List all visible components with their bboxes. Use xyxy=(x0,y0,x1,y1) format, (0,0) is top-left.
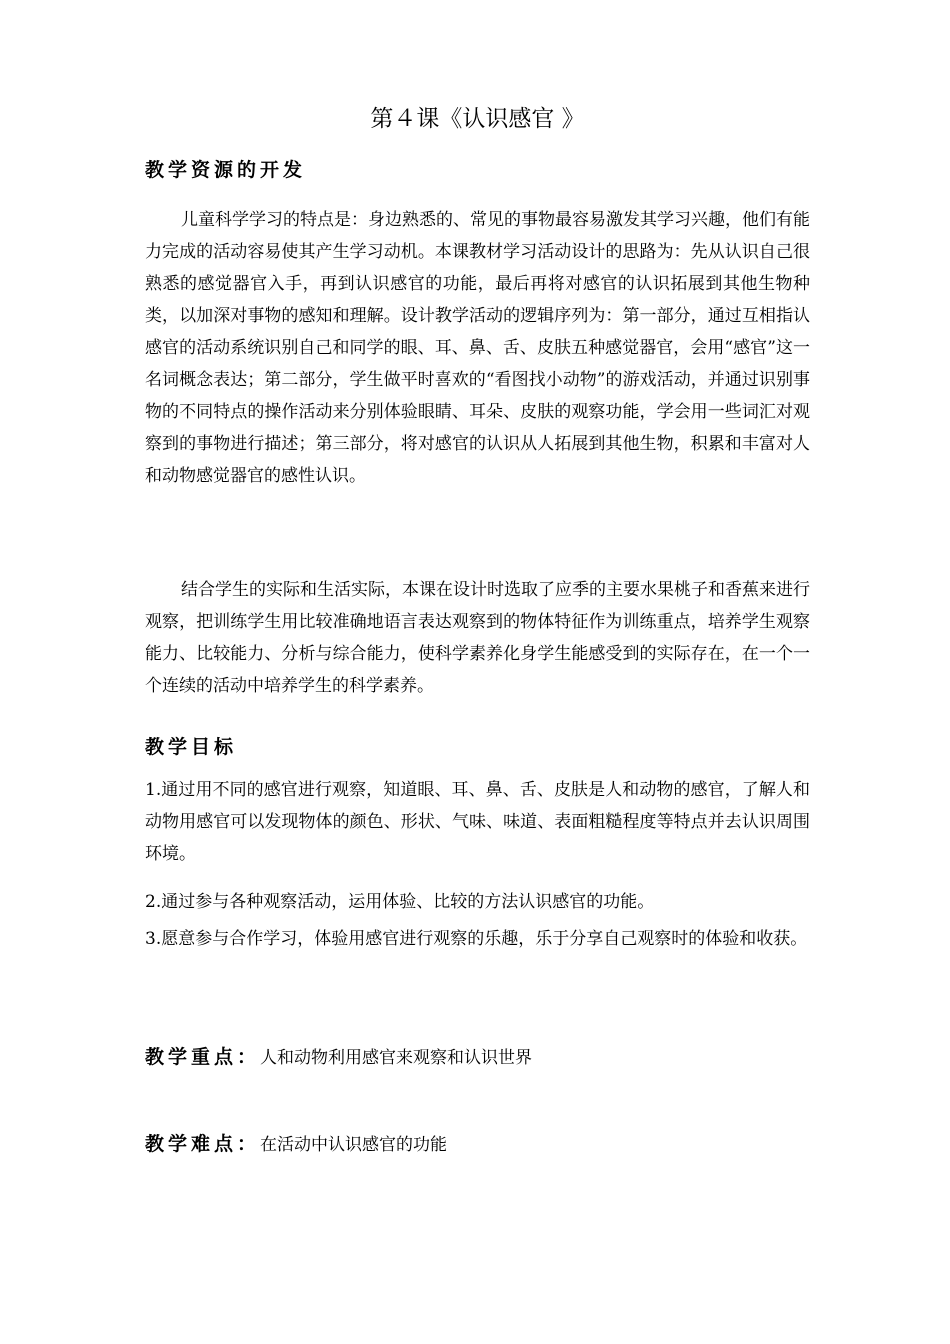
difficult-point-text: 在活动中认识感官的功能 xyxy=(260,1135,448,1155)
difficult-point-line xyxy=(145,1131,810,1158)
key-point-label: 教学重点： xyxy=(145,1046,261,1068)
section-heading-goals: 教学目标 xyxy=(145,736,238,758)
goal-item-2: 2.通过参与各种观察活动，运用体验、比较的方法认识感官的功能。 xyxy=(145,892,655,912)
paragraph-resources-1: 儿童科学学习的特点是：身边熟悉的、常见的事物最容易激发其学习兴趣，他们有能力完成的活动容易使其产生学习动机。本课教材学习活动设计的思路为：先从认识自己很熟悉的感觉器官入手，再到认识感官的功能，最后再将对感官的认识拓展到其他生物种类，以加深对事物的感知和理解。设计教学活动的逻辑序列为：第一部分，通过互相指认感官的活动系统识别自己和同学的眼、耳、鼻、舌、皮肤五种感觉器官，会用“感官”这一名词概念表达；第二部分，学生做平时喜欢的“看图找小动物”的游戏活动，并通过识别事物的不同特点的操作活动来分别体验眼睛、耳朵、皮肤的观察功能，学会用一些词汇对观察到的事物进行描述；第三部分，将对感官的认识从人拓展到其他生物，积累和丰富对人和动物感觉器官的感性认识。 xyxy=(145,210,810,486)
goal-item-3: 3.愿意参与合作学习，体验用感官进行观察的乐趣，乐于分享自己观察时的体验和收获。 xyxy=(145,929,808,949)
paragraph-resources-2: 结合学生的实际和生活实际，本课在设计时选取了应季的主要水果桃子和香蕉来进行观察，把训练学生用比较准确地语言表达观察到的物体特征作为训练重点，培养学生观察能力、比较能力、分析与综合能力，使科学素养化身学生能感受到的实际存在，在一个一个连续的活动中培养学生的科学素养。 xyxy=(145,580,810,696)
page-title: 第４课《认识感官 》 xyxy=(370,106,585,132)
goal-item-1: 1.通过用不同的感官进行观察，知道眼、耳、鼻、舌、皮肤是人和动物的感官，了解人和动物用感官可以发现物体的颜色、形状、气味、味道、表面粗糙程度等特点并去认识周围环境。 xyxy=(145,780,810,864)
key-point-text: 人和动物利用感官来观察和认识世界 xyxy=(260,1048,533,1068)
key-point-line xyxy=(145,1044,810,1071)
section-heading-resources: 教学资源的开发 xyxy=(145,159,307,181)
difficult-point-label: 教学难点： xyxy=(145,1133,261,1155)
